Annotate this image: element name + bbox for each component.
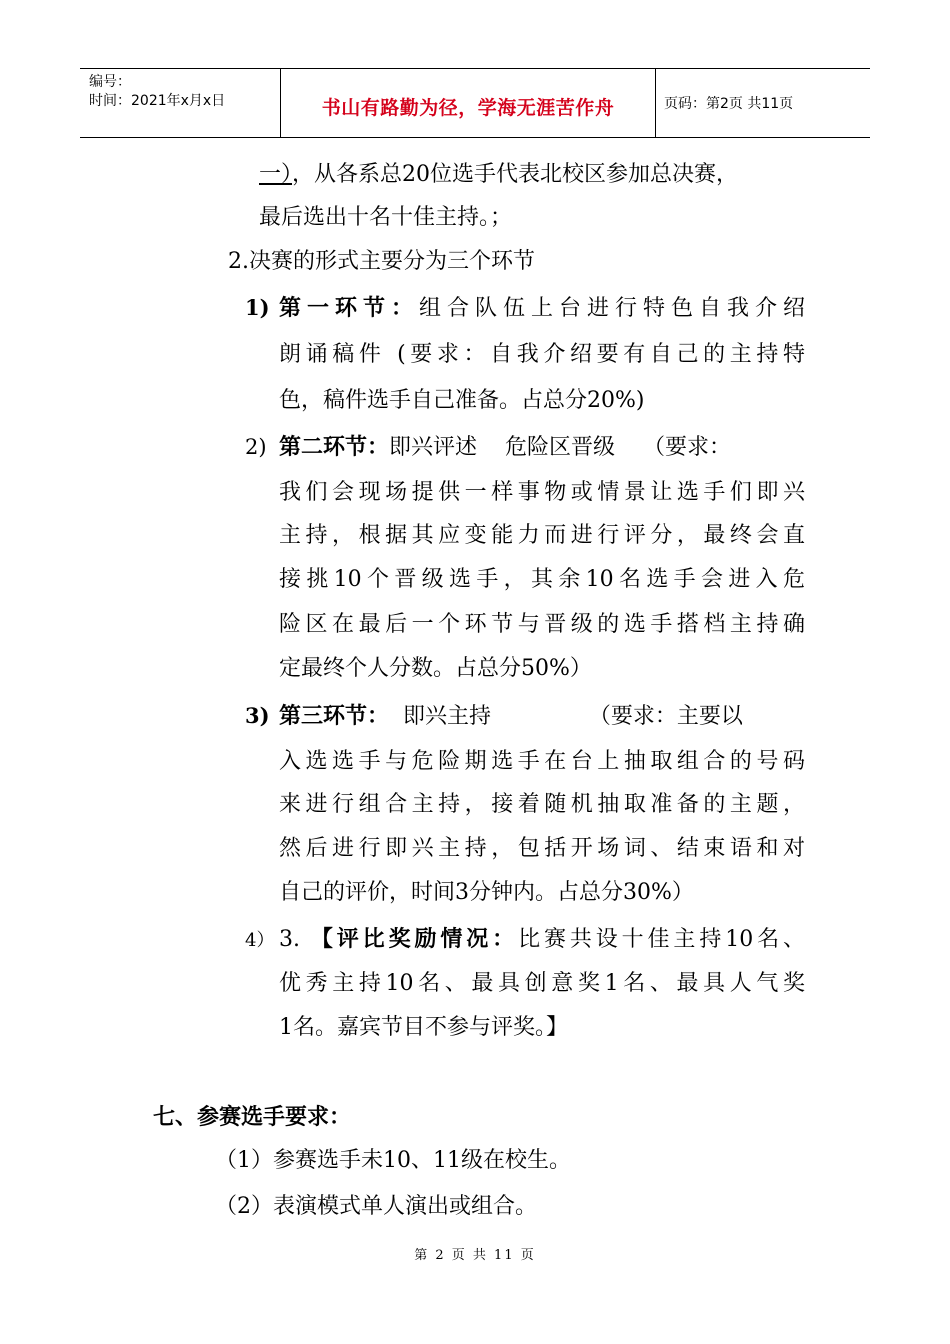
item-2-line-6: 定最终个人分数。占总分50%）: [279, 656, 592, 681]
item-1-line-2: 朗诵稿件 (要求：自我介绍要有自己的主持特: [279, 342, 805, 367]
time-label: 时间：2021年x月x日: [89, 93, 226, 109]
item-4-marker: 4）: [245, 930, 275, 951]
item-3-line-2: 入选选手与危险期选手在台上抽取组合的号码: [279, 749, 805, 774]
item-3-line-4: 然后进行即兴主持，包括开场词、结束语和对: [279, 836, 805, 861]
requirement-2: （2）表演模式单人演出或组合。: [215, 1194, 537, 1219]
item-4-line-2: 优秀主持10名、最具创意奖1名、最具人气奖: [279, 971, 805, 996]
point-2-heading: 2.决赛的形式主要分为三个环节: [228, 249, 535, 274]
item-3-line-1: [279, 701, 743, 732]
page-info: 页码：第2页 共11页: [664, 96, 794, 112]
requirement-1: （1）参赛选手未10、11级在校生。: [215, 1148, 571, 1173]
item-1-line-1: [279, 293, 805, 324]
header-meta-cell: [80, 69, 280, 137]
item-2-line-1: [279, 432, 731, 463]
item-3-line-5: 自己的评价，时间3分钟内。占总分30%）: [279, 880, 694, 905]
document-header: [80, 68, 870, 138]
item-4-title: 【评比奖励情况：: [310, 926, 519, 952]
item-2-text-1: 即兴评述 危险区晋级 （要求：: [389, 435, 731, 460]
item-4-line-1: [279, 924, 805, 955]
item-3-line-3: 来进行组合主持，接着随机抽取准备的主题，: [279, 792, 805, 817]
item-4-prefix: 3.: [279, 927, 311, 952]
item-4-text-1: 比赛共设十佳主持10名、: [518, 927, 806, 952]
item-3-marker: 3): [245, 703, 270, 728]
item-2-line-3: 主持，根据其应变能力而进行评分，最终会直: [279, 523, 805, 548]
item-2-line-2: 我们会现场提供一样事物或情景让选手们即兴: [279, 480, 805, 505]
intro-line-1: [259, 160, 738, 190]
header-motto-cell: [280, 69, 656, 137]
item-4-line-3: 1名。嘉宾节目不参与评奖。】: [279, 1015, 568, 1040]
item-1-marker: 1): [245, 295, 270, 320]
motto-text: 书山有路勤为径，学海无涯苦作舟: [321, 97, 615, 119]
item-2-line-5: 险区在最后一个环节与晋级的选手搭档主持确: [279, 612, 805, 637]
item-1-text-1: 组合队伍上台进行特色自我介绍: [419, 296, 805, 321]
intro-underlined: 一）: [259, 162, 293, 187]
page-footer: 第 2 页 共 11 页: [414, 1248, 536, 1263]
item-1-title: 第一环节：: [279, 295, 419, 321]
item-3-title: 第三环节：: [279, 703, 390, 729]
number-label: 编号：: [89, 74, 131, 90]
item-1-line-3: 色，稿件选手自己准备。占总分20%): [279, 388, 645, 413]
intro-text: ，从各系总20位选手代表北校区参加总决赛，: [292, 162, 739, 187]
section-7-title: 七、参赛选手要求：: [153, 1104, 352, 1130]
item-2-marker: 2): [245, 435, 267, 459]
header-page-cell: [655, 69, 870, 137]
item-2-line-4: 接挑10个晋级选手，其余10名选手会进入危: [279, 567, 805, 592]
item-3-text-1: 即兴主持 （要求：主要以: [389, 704, 743, 729]
intro-line-2: 最后选出十名十佳主持。；: [259, 205, 513, 230]
item-2-title: 第二环节：: [279, 434, 390, 460]
